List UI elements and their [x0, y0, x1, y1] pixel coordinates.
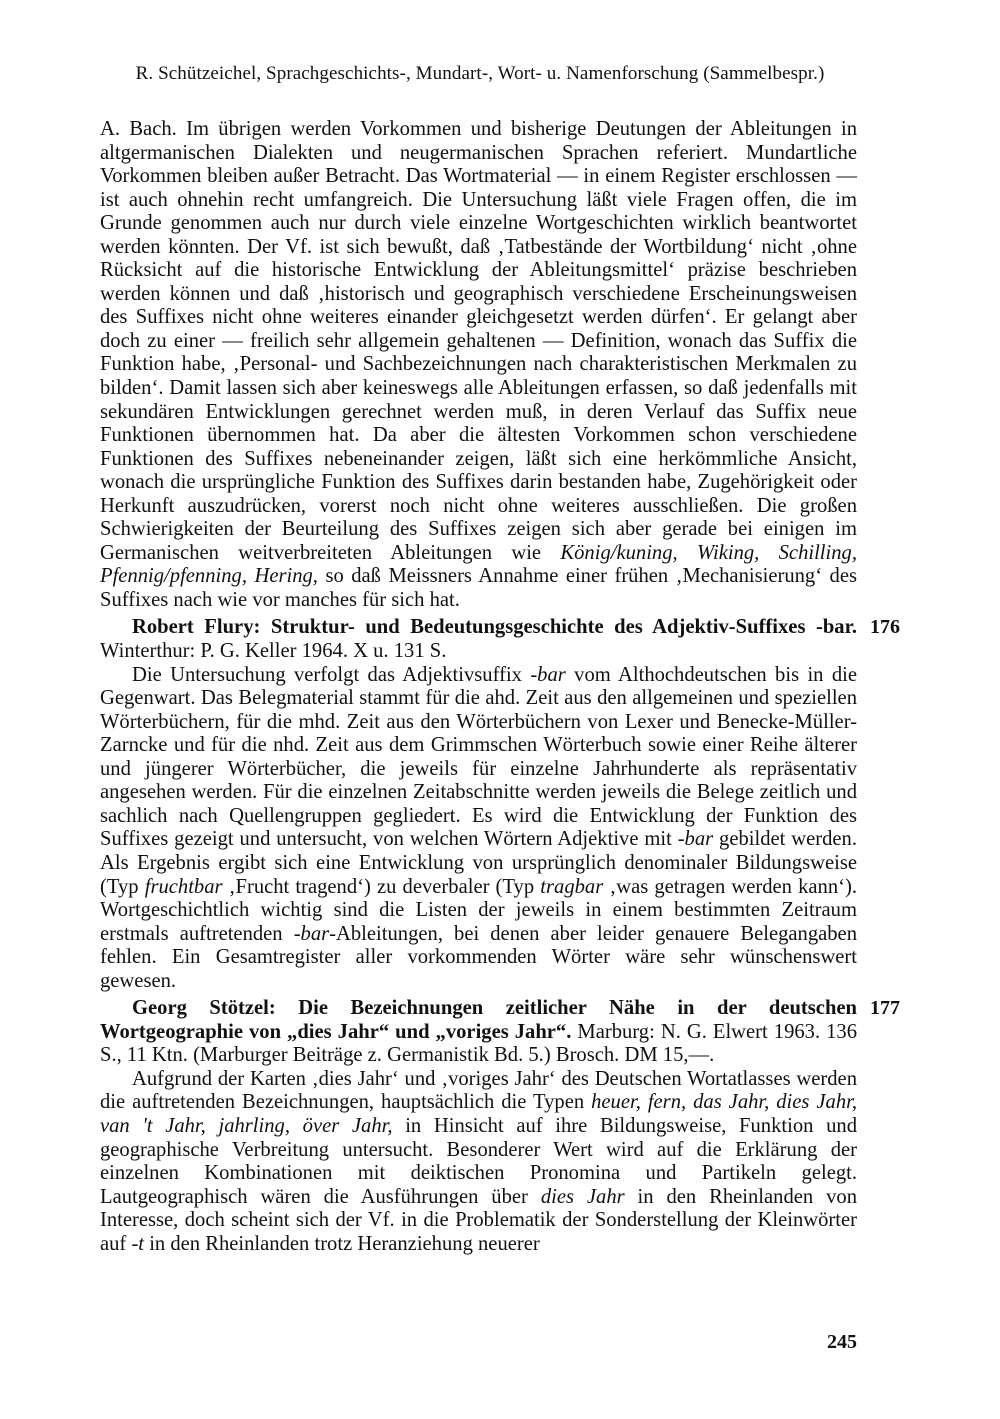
review-text: ‚Frucht tragend‘) zu deverbaler (Typ: [222, 875, 541, 898]
entry-review: [100, 1068, 857, 1256]
entry-number: 177: [870, 997, 900, 1020]
bibliography-entry-176: [100, 616, 900, 993]
review-italic-term: -bar: [677, 828, 714, 851]
entry-imprint: Marburg: N. G. Elwert 1963. 136 S., 11 Ktn. (Marburger Beiträge z. Germanistik Bd. 5.) Brosch. DM 15,—.: [100, 1020, 858, 1067]
entry-author: Georg Stötzel:: [132, 997, 276, 1020]
review-text: in Hinsicht auf ihre Bildungsweise, Funktion und geographische Verbreitung untersucht. Besonderer Wert wird auf die Erklärung der einzelnen Kombinationen mit deiktischen Pronomina und Partikeln gelegt. Lautgeographisch wären die Ausführungen über: [100, 1114, 857, 1208]
intro-text-part-2: so daß Meissners Annahme einer frühen ‚Mechanisierung‘ des Suffixes nach wie vor manches für sich hat.: [100, 565, 857, 611]
entry-review: [100, 664, 857, 994]
review-italic-term: -t: [131, 1232, 145, 1255]
review-text: gebildet werden. Als Ergebnis ergibt sich eine Entwicklung von ursprünglich denominaler Bildungsweise (Typ: [100, 828, 857, 898]
review-text: Die Untersuchung verfolgt das Adjektivsuffix: [132, 663, 531, 686]
entry-number: 176: [870, 616, 900, 639]
entry-imprint: Winterthur: P. G. Keller 1964. X u. 131 S.: [100, 640, 447, 663]
review-italic-term: -bar: [293, 922, 330, 945]
review-text: -Ableitungen, bei denen aber leider genauere Belegangaben fehlen. Ein Gesamtregister aller vorkommenden Wörter wäre sehr wünschenswert gewesen.: [100, 922, 857, 992]
entry-title: Struktur- und Bedeutungsgeschichte des Adjektiv-Suffixes -bar.: [270, 616, 857, 639]
entry-title: Die Bezeichnungen zeitlicher Nähe in der deutschen Wortgeographie von „dies Jahr“ und „voriges Jahr“.: [100, 997, 857, 1043]
running-head: R. Schützeichel, Sprachgeschichts-, Mundart-, Wort- u. Namenforschung (Sammelbespr.): [135, 63, 825, 84]
review-italic-term: heuer, fern, das Jahr, dies Jahr, van 't Jahr, jahrling, över Jahr,: [100, 1091, 857, 1137]
entry-citation: [100, 616, 857, 663]
body-text: [100, 118, 900, 1256]
review-text: in den Rheinlanden von Interesse, doch scheint sich der Vf. in die Problematik der Sonderstellung der Kleinwörter auf: [100, 1185, 857, 1255]
review-italic-term: dies Jahr: [540, 1185, 625, 1208]
intro-paragraph: [100, 118, 857, 612]
intro-text-part-1: A. Bach. Im übrigen werden Vorkommen und bisherige Deutungen der Ableitungen in altgermanischen Dialekten und neugermanischen Sprachen referiert. Mundartliche Vorkommen bleiben außer Betracht. Das Wortmaterial — in einem Register erschlossen — ist auch ohnehin recht umfangreich. Die Untersuchung läßt viele Fragen offen, die im Grunde genommen auch nur durch viele einzelne Wortgeschichten wirklich beantwortet werden könnten. Der Vf. ist sich bewußt, daß ‚Tatbestände der Wortbildung‘ nicht ‚ohne Rücksicht auf die historische Entwicklung der Ableitungsmittel‘ präzise beschrieben werden können und daß ‚historisch und geographisch verschiedene Erscheinungsweisen des Suffixes nicht ohne weiteres einander gleichgesetzt werden dürfen‘. Er gelangt aber doch zu einer — freilich sehr allgemein gehaltenen — Definition, wonach das Suffix die Funktion habe, ‚Personal- und Sachbezeichnungen nach charakteristischen Merkmalen zu bilden‘. Damit lassen sich aber keineswegs alle Ableitungen erfassen, so daß jedenfalls mit sekundären Entwicklungen gerechnet werden muß, in deren Verlauf das Suffix neue Funktionen übernommen hat. Da aber die ältesten Vorkommen schon verschiedene Funktionen des Suffixes nebeneinander zeigen, läßt sich eine herkömmliche Ansicht, wonach die ursprüngliche Funktion des Suffixes darin bestanden habe, Zugehörigkeit oder Herkunft auszudrücken, vorerst noch nicht ohne weiteres ausschließen. Die großen Schwierigkeiten der Beurteilung des Suffixes zeigen sich aber gerade bei einigen im Germanischen weitverbreiteten Ableitungen wie: [100, 118, 857, 564]
review-italic-term: fruchtbar: [144, 875, 223, 898]
intro-examples: König/kuning, Wiking, Schilling, Pfennig/pfenning, Hering,: [100, 541, 857, 588]
entry-author: Robert Flury:: [132, 616, 261, 639]
bibliography-entry-177: [100, 997, 900, 1256]
review-text: ‚was getragen werden kann‘). Wortgeschichtlich wichtig sind die Listen der jeweils in einem bestimmten Zeitraum erstmals auftretenden: [100, 875, 857, 945]
review-italic-term: -bar: [530, 663, 566, 686]
review-text: in den Rheinlanden trotz Heranziehung neuerer: [144, 1232, 540, 1255]
entry-citation: [100, 997, 857, 1068]
page-number: 245: [827, 1331, 857, 1353]
review-italic-term: tragbar: [540, 875, 604, 898]
review-text: vom Althochdeutschen bis in die Gegenwart. Das Belegmaterial stammt für die ahd. Zeit aus den allgemeinen und speziellen Wörterbüchern, für die mhd. Zeit aus den Wörterbüchern von Lexer und Benecke-Müller-Zarncke und für die nhd. Zeit aus dem Grimmschen Wörterbuch sowie einer Reihe älterer und jüngerer Wörterbücher, die jeweils für einzelne Jahrhunderte als repräsentativ angesehen werden. Für die einzelnen Zeitabschnitte werden jeweils die Belege zeitlich und sachlich nach Quellengruppen gegliedert. Es wird die Entwicklung der Funktion des Suffixes gezeigt und untersucht, von welchen Wörtern Adjektive mit: [100, 663, 857, 851]
review-text: Aufgrund der Karten ‚dies Jahr‘ und ‚voriges Jahr‘ des Deutschen Wortatlasses werden die auftretenden Bezeichnungen, hauptsächlich die Typen: [100, 1067, 857, 1114]
